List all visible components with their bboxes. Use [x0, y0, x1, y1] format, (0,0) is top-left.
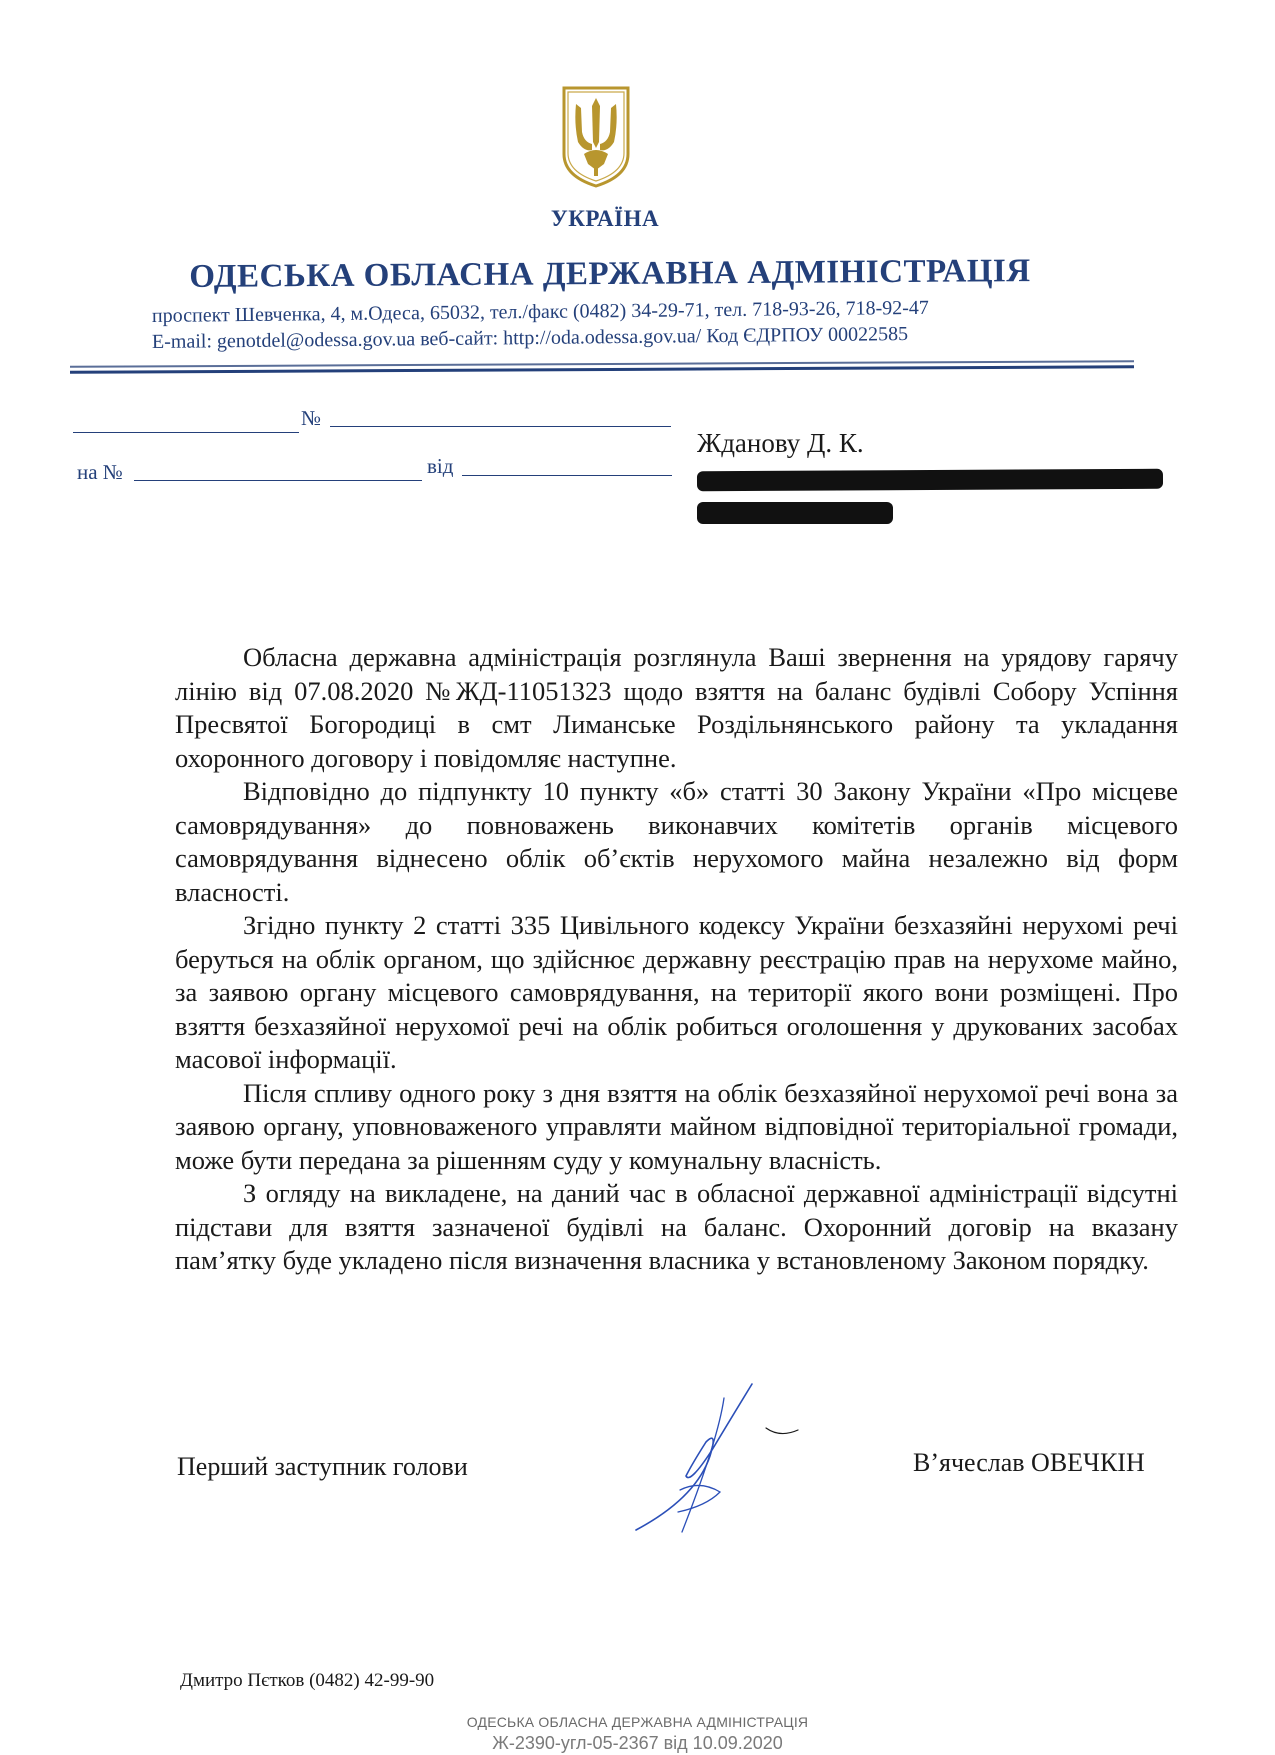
signatory-name: В’ячеслав ОВЕЧКІН [913, 1448, 1145, 1477]
coat-of-arms-icon [556, 84, 636, 190]
incoming-date-label: від [427, 454, 454, 478]
contact-email-line: E-mail: genotdel@odessa.gov.ua веб-сайт: http://oda.odessa.gov.ua/ Код ЄДРПОУ 00022585 [151, 323, 909, 353]
redacted-address-line-2 [697, 502, 893, 524]
country-title: УКРАЇНА [550, 206, 660, 231]
registration-stamp-org: ОДЕСЬКА ОБЛАСНА ДЕРЖАВНА АДМІНІСТРАЦІЯ [466, 1714, 809, 1730]
body-paragraph: Обласна державна адміністрація розглянула Ваші звернення на урядову гарячу лінію від 07.08.2020 №ЖД-11051323 щодо взяття на баланс будівлі Собору Успіння Пресвятої Богородиці в смт Лиманське Роздільнянського району та укладання охоронного договору і повідомляє наступне. [175, 642, 1178, 773]
handwritten-signature [620, 1380, 800, 1540]
incoming-number-label: на № [77, 460, 123, 484]
incoming-number-line [134, 480, 422, 481]
body-paragraph: Відповідно до підпункту 10 пункту «б» статті 30 Закону України «Про місцеве самоврядування» до повноважень виконавчих комітетів органів місцевого самоврядування віднесено облік об’єктів нерухомого майна незалежно від форм власності. [175, 776, 1178, 907]
body-paragraph: Після спливу одного року з дня взяття на облік безхазяйної нерухомої речі вона за заявою органу, уповноваженого управляти майном відповідної територіальної громади, може бути передана за рішенням суду у комунальну власність. [175, 1077, 1178, 1175]
executor-contact: Дмитро Пєтков (0482) 42-99-90 [180, 1670, 435, 1691]
signatory-position: Перший заступник голови [177, 1452, 468, 1481]
outgoing-number-label: № [301, 406, 322, 430]
registration-stamp-number: Ж-2390-угл-05-2367 від 10.09.2020 [492, 1733, 783, 1753]
addressee-name: Жданову Д. К. [697, 428, 864, 458]
outgoing-number-line [330, 426, 671, 427]
body-paragraph: З огляду на викладене, на даний час в обласної державної адміністрації відсутні підстави для взяття зазначеної будівлі на баланс. Охоронний договір на вказану пам’ятку буде укладено після визначення власника у встановленому Законом порядку. [175, 1178, 1178, 1275]
organization-title: ОДЕСЬКА ОБЛАСНА ДЕРЖАВНА АДМІНІСТРАЦІЯ [189, 253, 1031, 295]
outgoing-date-line [73, 432, 299, 433]
incoming-date-line [462, 475, 672, 476]
contact-address-line: проспект Шевченка, 4, м.Одеса, 65032, тел./факс (0482) 34-29-71, тел. 718-93-26, 718-92-47 [151, 296, 929, 327]
letter-body [175, 641, 1178, 1278]
body-paragraph: Згідно пункту 2 статті 335 Цивільного кодексу України безхазяйні нерухомі речі беруться на облік органом, що здійснює державну реєстрацію прав на нерухоме майно, за заявою органу місцевого самоврядування, на території якого вони розміщені. Про взяття безхазяйної нерухомої речі на облік робиться оголошення у друкованих засобах масової інформації. [175, 910, 1178, 1074]
redacted-address-line-1 [697, 469, 1163, 491]
